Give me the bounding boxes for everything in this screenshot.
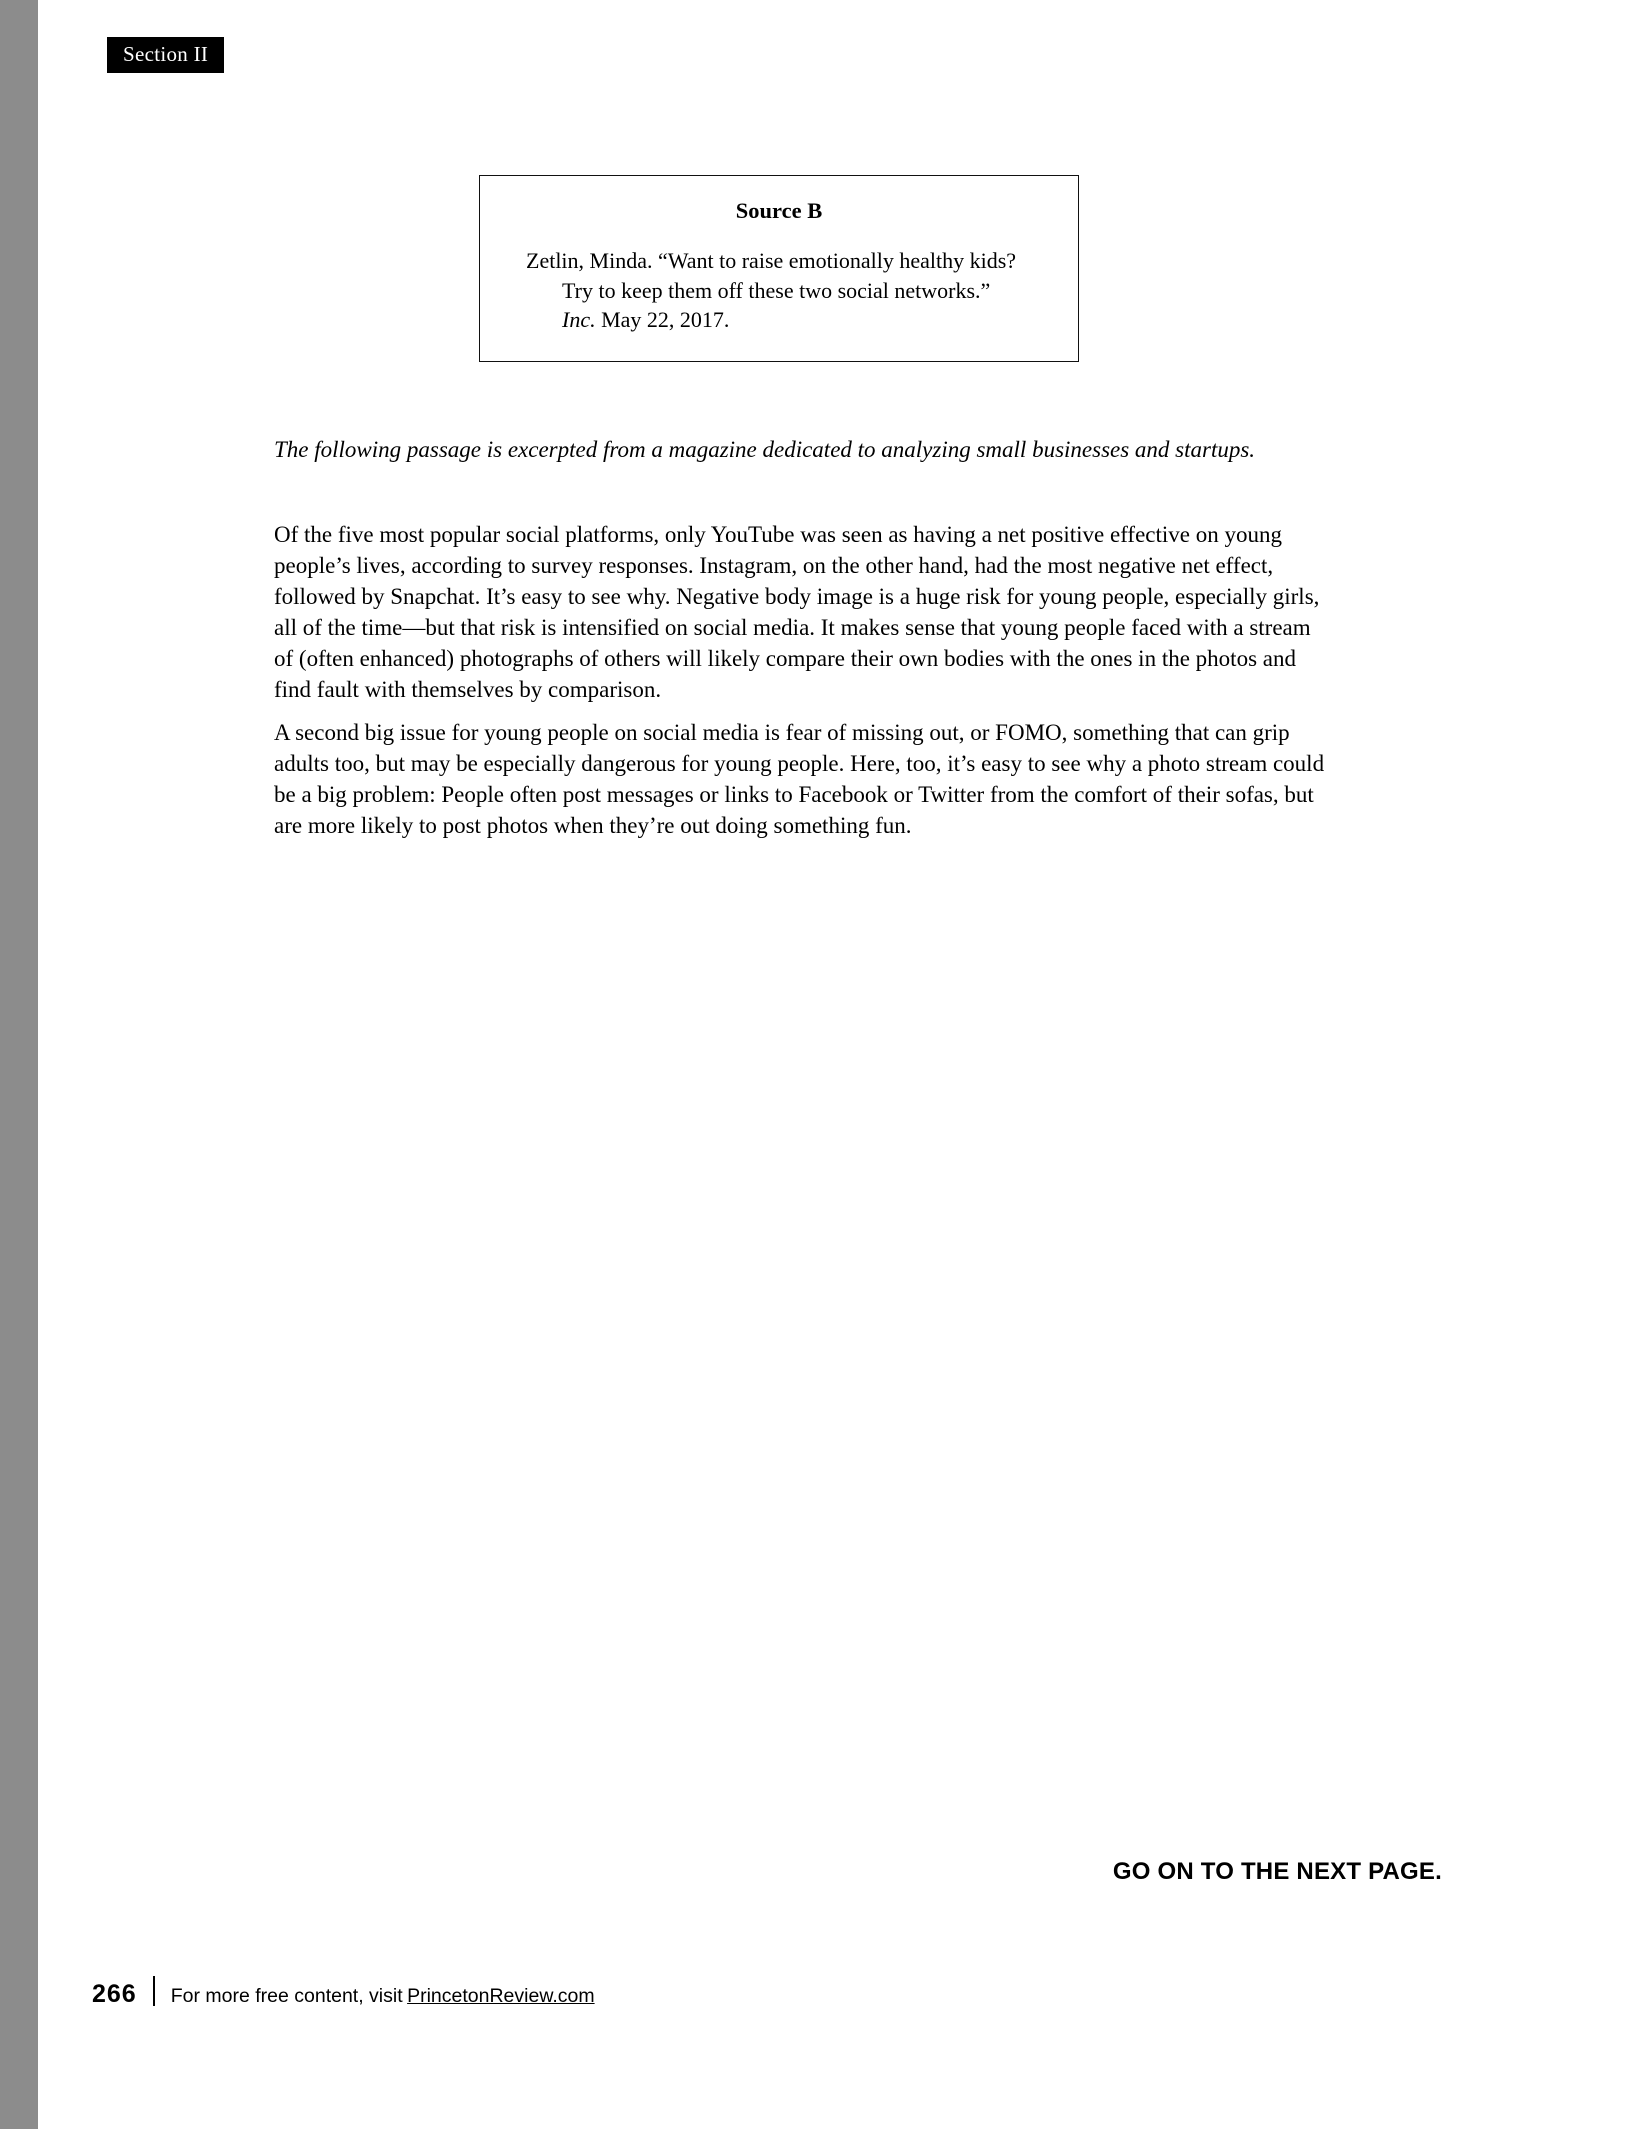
citation-line-3 [526, 305, 1052, 335]
passage-intro: The following passage is excerpted from a magazine dedicated to analyzing small businesses and startups. [274, 437, 1256, 462]
page-footer [92, 1972, 595, 2009]
passage-paragraph-2: A second big issue for young people on social media is fear of missing out, or FOMO, something that can grip adults too, but may be especially dangerous for young people. Here, too, it’s easy to see why a photo stream could be a big problem: People often post messages or links to Facebook or Twitter from the comfort of their sofas, but are more likely to post photos when they’re out doing something fun. [274, 720, 1325, 838]
page-number: 266 [92, 1980, 137, 2008]
section-tag: Section II [107, 37, 224, 73]
page-spine-bar [0, 0, 38, 2129]
footer-text: For more free content, visit [170, 1985, 403, 2007]
source-title: Source B [735, 198, 823, 223]
go-on-notice: GO ON TO THE NEXT PAGE. [1112, 1858, 1442, 1885]
footer-link[interactable]: PrincetonReview.com [407, 1985, 595, 2007]
citation-date: May 22, 2017. [595, 307, 730, 333]
passage-paragraph-1: Of the five most popular social platforms, only YouTube was seen as having a net positive effective on young people’s lives, according to survey responses. Instagram, on the other hand, had the most negative net effect, followed by Snapchat. It’s easy to see why. Negative body image is a huge risk for young people, especially girls, all of the time—but that risk is intensified on social media. It makes sense that young people faced with a stream of (often enhanced) photographs of others will likely compare their own bodies with the ones in the photos and find fault with themselves by comparison. [274, 522, 1320, 702]
source-box [479, 175, 1079, 362]
source-citation [506, 246, 1052, 335]
citation-line-1: Zetlin, Minda. “Want to raise emotionally healthy kids? [526, 248, 1017, 273]
citation-publication: Inc. [562, 307, 596, 333]
citation-line-2: Try to keep them off these two social networks.” [562, 277, 991, 303]
footer-divider [153, 1976, 155, 2006]
